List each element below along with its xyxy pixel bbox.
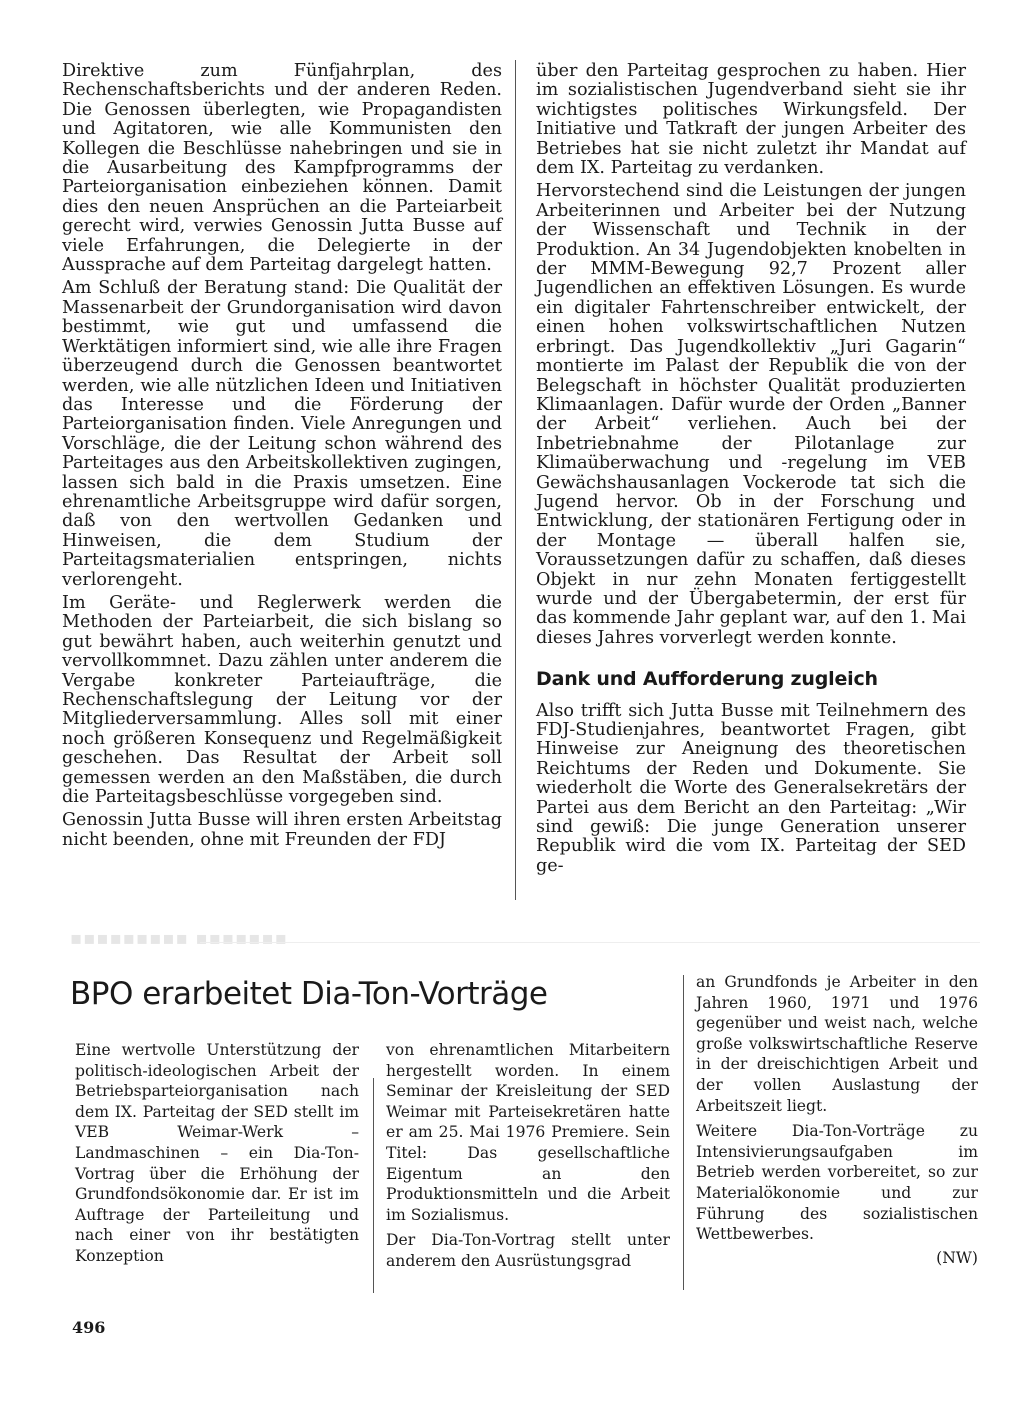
paragraph: von ehrenamtlichen Mitarbeitern hergestellt worden. In einem Seminar der Kreisleitung der SED Weimar mit Parteisekretären hatte er am 25. Mai 1976 Premiere. Sein Titel: Das gesellschaftliche Eigentum an den Produktionsmitteln und die Arbeit im Sozialismus. — [386, 1041, 670, 1224]
paragraph: Also trifft sich Jutta Busse mit Teilnehmern des FDJ-Studienjahres, beantwortet Fragen, gibt Hinweise zur Aneignung des theoretischen Reichtums der Reden und Dokumente. Sie wiederholt die Worte des Generalsekretärs der Partei aus dem Bericht an den Parteitag: „Wir sind gewiß: Die junge Generation unserer Republik wird die vom IX. Parteitag der SED ge- — [536, 700, 966, 876]
column-divider — [373, 1078, 374, 1293]
paragraph: Der Dia-Ton-Vortrag stellt unter anderem den Ausrüstungsgrad — [386, 1231, 670, 1270]
paragraph: Eine wertvolle Unterstützung der politisch-ideologischen Arbeit der Betriebsparteiorganisation nach dem IX. Parteitag der SED stellt im VEB Weimar-Werk – Landmaschinen – ein Dia-Ton-Vortrag über die Erhöhung der Grundfondsökonomie dar. Er ist im Auftrage der Parteileitung und nach einer von ihr bestätigten Konzeption — [75, 1041, 359, 1265]
paragraph: Hervorstechend sind die Leistungen der jungen Arbeiterinnen und Arbeiter bei der Nutzung der Wissenschaft und Technik in der Produktion. An 34 Jugendobjekten knobelten in der MMM-Bewegung 92,7 Prozent aller Jugendlichen an effektiven Lösungen. Es wurde ein digitaler Fahrtenschreiber entwickelt, der einen hohen volkswirtschaftlichen Nutzen erbringt. Das Jugendkollektiv „Juri Gagarin“ montierte im Palast der Republik die von der Belegschaft in höchster Qualität produzierten Klimaanlagen. Dafür wurde der Orden „Banner der Arbeit“ verliehen. Auch bei der Inbetriebnahme der Pilotanlage zur Klimaüberwachung und -regelung im VEB Gewächshausanlagen Vockerode tat sich die Jugend hervor. Ob in der Forschung und Entwicklung, der stationären Fertigung oder in der Montage — überall halfen sie, Voraussetzungen dafür zu schaffen, daß dieses Objekt in nur zehn Monaten fertiggestellt wurde und der Übergabetermin, der erst für das kommende Jahr geplant war, auf den 1. Mai dieses Jahres vorverlegt werden konnte. — [536, 181, 966, 648]
author-signature: (NW) — [936, 1248, 978, 1267]
paragraph: Direktive zum Fünfjahrplan, des Rechenschaftsberichts und der anderen Reden. Die Genossen überlegten, wie Propagandisten und Agitatoren, wie alle Kommunisten den Kollegen die Beschlüsse nahebringen und sie in die Ausarbeitung des Kampfprogramms der Parteiorganisation einbeziehen können. Damit dies den neuen Ansprüchen an die Parteiarbeit gerecht wird, verwies Genossin Jutta Busse auf viele Erfahrungen, die Delegierte in der Aussprache auf dem Parteitag dargelegt hatten. — [62, 61, 502, 276]
paragraph: Am Schluß der Beratung stand: Die Qualität der Massenarbeit der Grundorganisation wird davon bestimmt, wie gut und umfassend die Werktätigen informiert sind, wie alle ihre Fragen überzeugend durch die Genossen beantwortet werden, wie alle nützlichen Ideen und Initiativen das Interesse und die Förderung der Parteiorganisation finden. Viele Anregungen und Vorschläge, die der Leitung schon während des Parteitages aus den Arbeitskollektiven zugingen, lassen sich bald in die Praxis umsetzen. Eine ehrenamtliche Arbeitsgruppe wird dafür sorgen, daß von den wertvollen Gedanken und Hinweisen, die dem Studium der Parteitagsmaterialien entspringen, nichts verlorengeht. — [62, 278, 502, 590]
bottom-article-column-3 — [696, 972, 978, 1268]
paragraph: an Grundfonds je Arbeiter in den Jahren 1960, 1971 und 1976 gegenüber und weist nach, welche große volkswirtschaftliche Reserve in der dreischichtigen Arbeit und der vollen Auslastung der Arbeitszeit liegt. — [696, 973, 978, 1115]
page-number: 496 — [72, 1318, 106, 1337]
paragraph: Im Geräte- und Reglerwerk werden die Methoden der Parteiarbeit, die sich bislang so gut bewährt haben, auch weiterhin genutzt und vervollkommnet. Dazu zählen unter anderem die Vergabe konkreter Parteiaufträge, die Rechenschaftslegung der Leitung vor der Mitgliederversammlung. Alles soll mit einer noch größeren Konsequenz und Regelmäßigkeit geschehen. Das Resultat der Arbeit soll gemessen werden an den Maßstäben, die durch die Parteitagsbeschlüsse vorgegeben sind. — [62, 592, 502, 808]
page-fold-line — [200, 942, 980, 943]
column-divider — [515, 60, 516, 900]
paragraph: Genossin Jutta Busse will ihren ersten Arbeitstag nicht beenden, ohne mit Freunden der FDJ — [62, 810, 502, 850]
paragraph: Weitere Dia-Ton-Vorträge zu Intensivierungsaufgaben im Betrieb werden vorbereitet, so zur Materialökonomie und zur Führung des sozialistischen Wettbewerbes. — [696, 1122, 978, 1244]
paragraph: über den Parteitag gesprochen zu haben. Hier im sozialistischen Jugendverband sieht sie ihr wichtigstes politisches Wirkungsfeld. Der Initiative und Tatkraft der jungen Arbeiter des Betriebes hat sie nicht zuletzt ihr Mandat auf dem IX. Parteitag zu verdanken. — [536, 61, 966, 179]
top-article-left-column — [62, 62, 502, 854]
show-through-text: ▪▪▪▪▪▪▪▪▪ ▪▪▪▪▪▪▪ — [70, 928, 288, 949]
bottom-article-headline: BPO erarbeitet Dia-Ton-Vorträge — [70, 976, 548, 1012]
column-divider — [683, 975, 684, 1290]
bottom-article-column-1 — [75, 1040, 359, 1272]
subheading: Dank und Aufforderung zugleich — [536, 668, 878, 691]
top-article-right-column — [536, 62, 966, 880]
bottom-article-column-2 — [386, 1040, 670, 1277]
